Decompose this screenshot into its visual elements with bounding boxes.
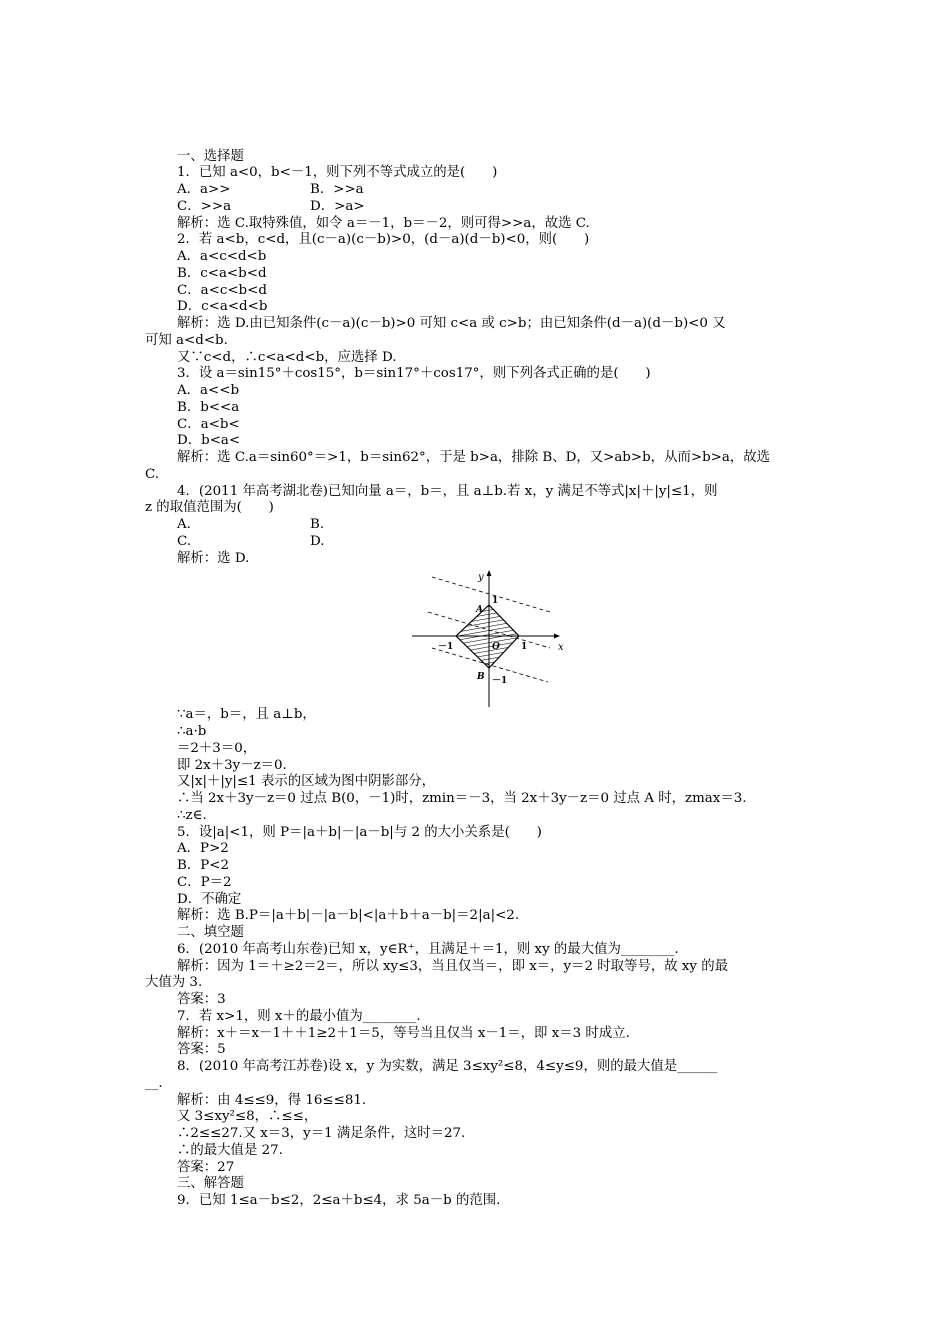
text-line: 答案：3 [177, 992, 226, 1007]
text-line: 可知 a<d<b. [145, 333, 228, 348]
text-line: D．c<a<d<b [177, 299, 268, 314]
text-line: 解析：因为 1＝＋≥2＝2＝，所以 xy≤3，当且仅当＝，即 x＝，y＝2 时取等号，故 xy 的最 [177, 959, 729, 974]
text-line: 即 2x＋3y－z＝0. [177, 758, 287, 773]
tick-label-x-neg: －1 [438, 642, 454, 652]
text-line: 又∵c<d，∴c<a<d<b，应选择 D. [177, 350, 397, 365]
origin-label: O [492, 642, 500, 652]
option-second-column: D. [310, 534, 325, 549]
text-line: D．b<a< [177, 433, 241, 448]
text-line: B．P<2 [177, 858, 229, 873]
text-line: D．不确定 [177, 892, 242, 907]
text-line: C．P＝2 [177, 875, 232, 890]
feasible-region-figure [410, 567, 566, 710]
text-line: 大值为 3. [145, 975, 203, 990]
text-line: __. [145, 1076, 163, 1091]
text-line: A．a<c<d<b [177, 249, 267, 264]
text-line: A．P>2 [177, 841, 229, 856]
text-line: ∴a·b [177, 724, 207, 739]
tick-label-y-pos: 1 [492, 596, 499, 606]
text-line: 3．设 a＝sin15°＋cos15°，b＝sin17°＋cos17°，则下列各式正确的是( ) [177, 366, 651, 381]
text-line: 解析：选 B.P＝|a＋b|－|a－b|<|a＋b＋a－b|＝2|a|<2. [177, 908, 520, 923]
text-line: 一、选择题 [177, 149, 244, 164]
text-line: 6．(2010 年高考山东卷)已知 x，y∈R⁺，且满足＋＝1，则 xy 的最大值为________. [177, 942, 679, 957]
text-line: 4．(2011 年高考湖北卷)已知向量 a＝，b＝，且 a⊥b.若 x，y 满足不等式|x|＋|y|≤1，则 [177, 484, 718, 499]
text-line: C．>>a [177, 199, 232, 214]
text-line: A. [177, 517, 191, 532]
text-line: 又 3≤xy²≤8，∴≤≤， [177, 1109, 318, 1124]
y-axis-label: y [478, 572, 484, 583]
x-axis-label: x [558, 642, 564, 653]
option-second-column: B．>>a [310, 182, 364, 197]
text-line: z 的取值范围为( ) [145, 500, 274, 515]
text-line: 解析：选 C.取特殊值，如令 a＝－1，b＝－2，则可得>>a，故选 C. [177, 216, 590, 231]
text-line: 1．已知 a<0，b<－1，则下列不等式成立的是( ) [177, 165, 498, 180]
option-second-column: D．>a> [310, 199, 365, 214]
text-line: B．b<<a [177, 400, 240, 415]
text-line: 解析：选 D. [177, 551, 250, 566]
text-line: 答案：27 [177, 1160, 235, 1175]
point-b-label: B [477, 672, 485, 682]
text-line: 8．(2010 年高考江苏卷)设 x，y 为实数，满足 3≤xy²≤8，4≤y≤9，则的最大值是______ [177, 1059, 718, 1074]
point-a-label: A [476, 605, 483, 615]
text-line: 9．已知 1≤a－b≤2，2≤a＋b≤4，求 5a－b 的范围. [177, 1193, 501, 1208]
text-line: ∴的最大值是 27. [177, 1143, 283, 1158]
text-line: C．a<c<b<d [177, 283, 267, 298]
text-line: 解析：选 C.a＝sin60°＝>1，b＝sin62°，于是 b>a，排除 B、D，又>ab>b，从而>b>a，故选 [177, 450, 771, 465]
text-line: 答案：5 [177, 1042, 226, 1057]
text-line: ∴z∈. [177, 808, 207, 823]
text-line: 解析：由 4≤≤9，得 16≤≤81. [177, 1093, 367, 1108]
text-line: ∵a＝，b＝，且 a⊥b， [177, 707, 316, 722]
text-line: C. [145, 467, 160, 482]
text-line: 解析：选 D.由已知条件(c－a)(c－b)>0 可知 c<a 或 c>b；由已知条件(d－a)(d－b)<0 又 [177, 316, 726, 331]
text-line: B．c<a<b<d [177, 266, 267, 281]
text-line: A．a>> [177, 182, 231, 197]
text-line: ∴2≤≤27.又 x＝3，y＝1 满足条件，这时＝27. [177, 1126, 466, 1141]
text-line: ∴当 2x＋3y－z＝0 过点 B(0，－1)时，zmin＝－3，当 2x＋3y－z＝0 过点 A 时，zmax＝3. [177, 791, 747, 806]
text-line: 5．设|a|<1，则 P＝|a＋b|－|a－b|与 2 的大小关系是( ) [177, 825, 542, 840]
option-second-column: B. [310, 517, 325, 532]
text-line: ＝2＋3＝0， [177, 741, 257, 756]
text-line: 7．若 x>1，则 x＋的最小值为________. [177, 1009, 421, 1024]
text-line: 2．若 a<b，c<d，且(c－a)(c－b)>0，(d－a)(d－b)<0，则( ) [177, 232, 590, 247]
text-line: 三、解答题 [177, 1176, 244, 1191]
text-line: C．a<b< [177, 417, 240, 432]
tick-label-y-neg: －1 [492, 676, 508, 686]
text-line: C. [177, 534, 192, 549]
text-line: 二、填空题 [177, 925, 244, 940]
x-axis-arrow [554, 634, 560, 639]
y-axis-arrow [487, 570, 492, 576]
text-line: A．a<<b [177, 383, 240, 398]
text-line: 又|x|＋|y|≤1 表示的区域为图中阴影部分， [177, 774, 436, 789]
text-line: 解析：x＋＝x－1＋＋1≥2＋1＝5，等号当且仅当 x－1＝，即 x＝3 时成立. [177, 1026, 630, 1041]
tick-label-x-pos: 1 [521, 642, 528, 652]
